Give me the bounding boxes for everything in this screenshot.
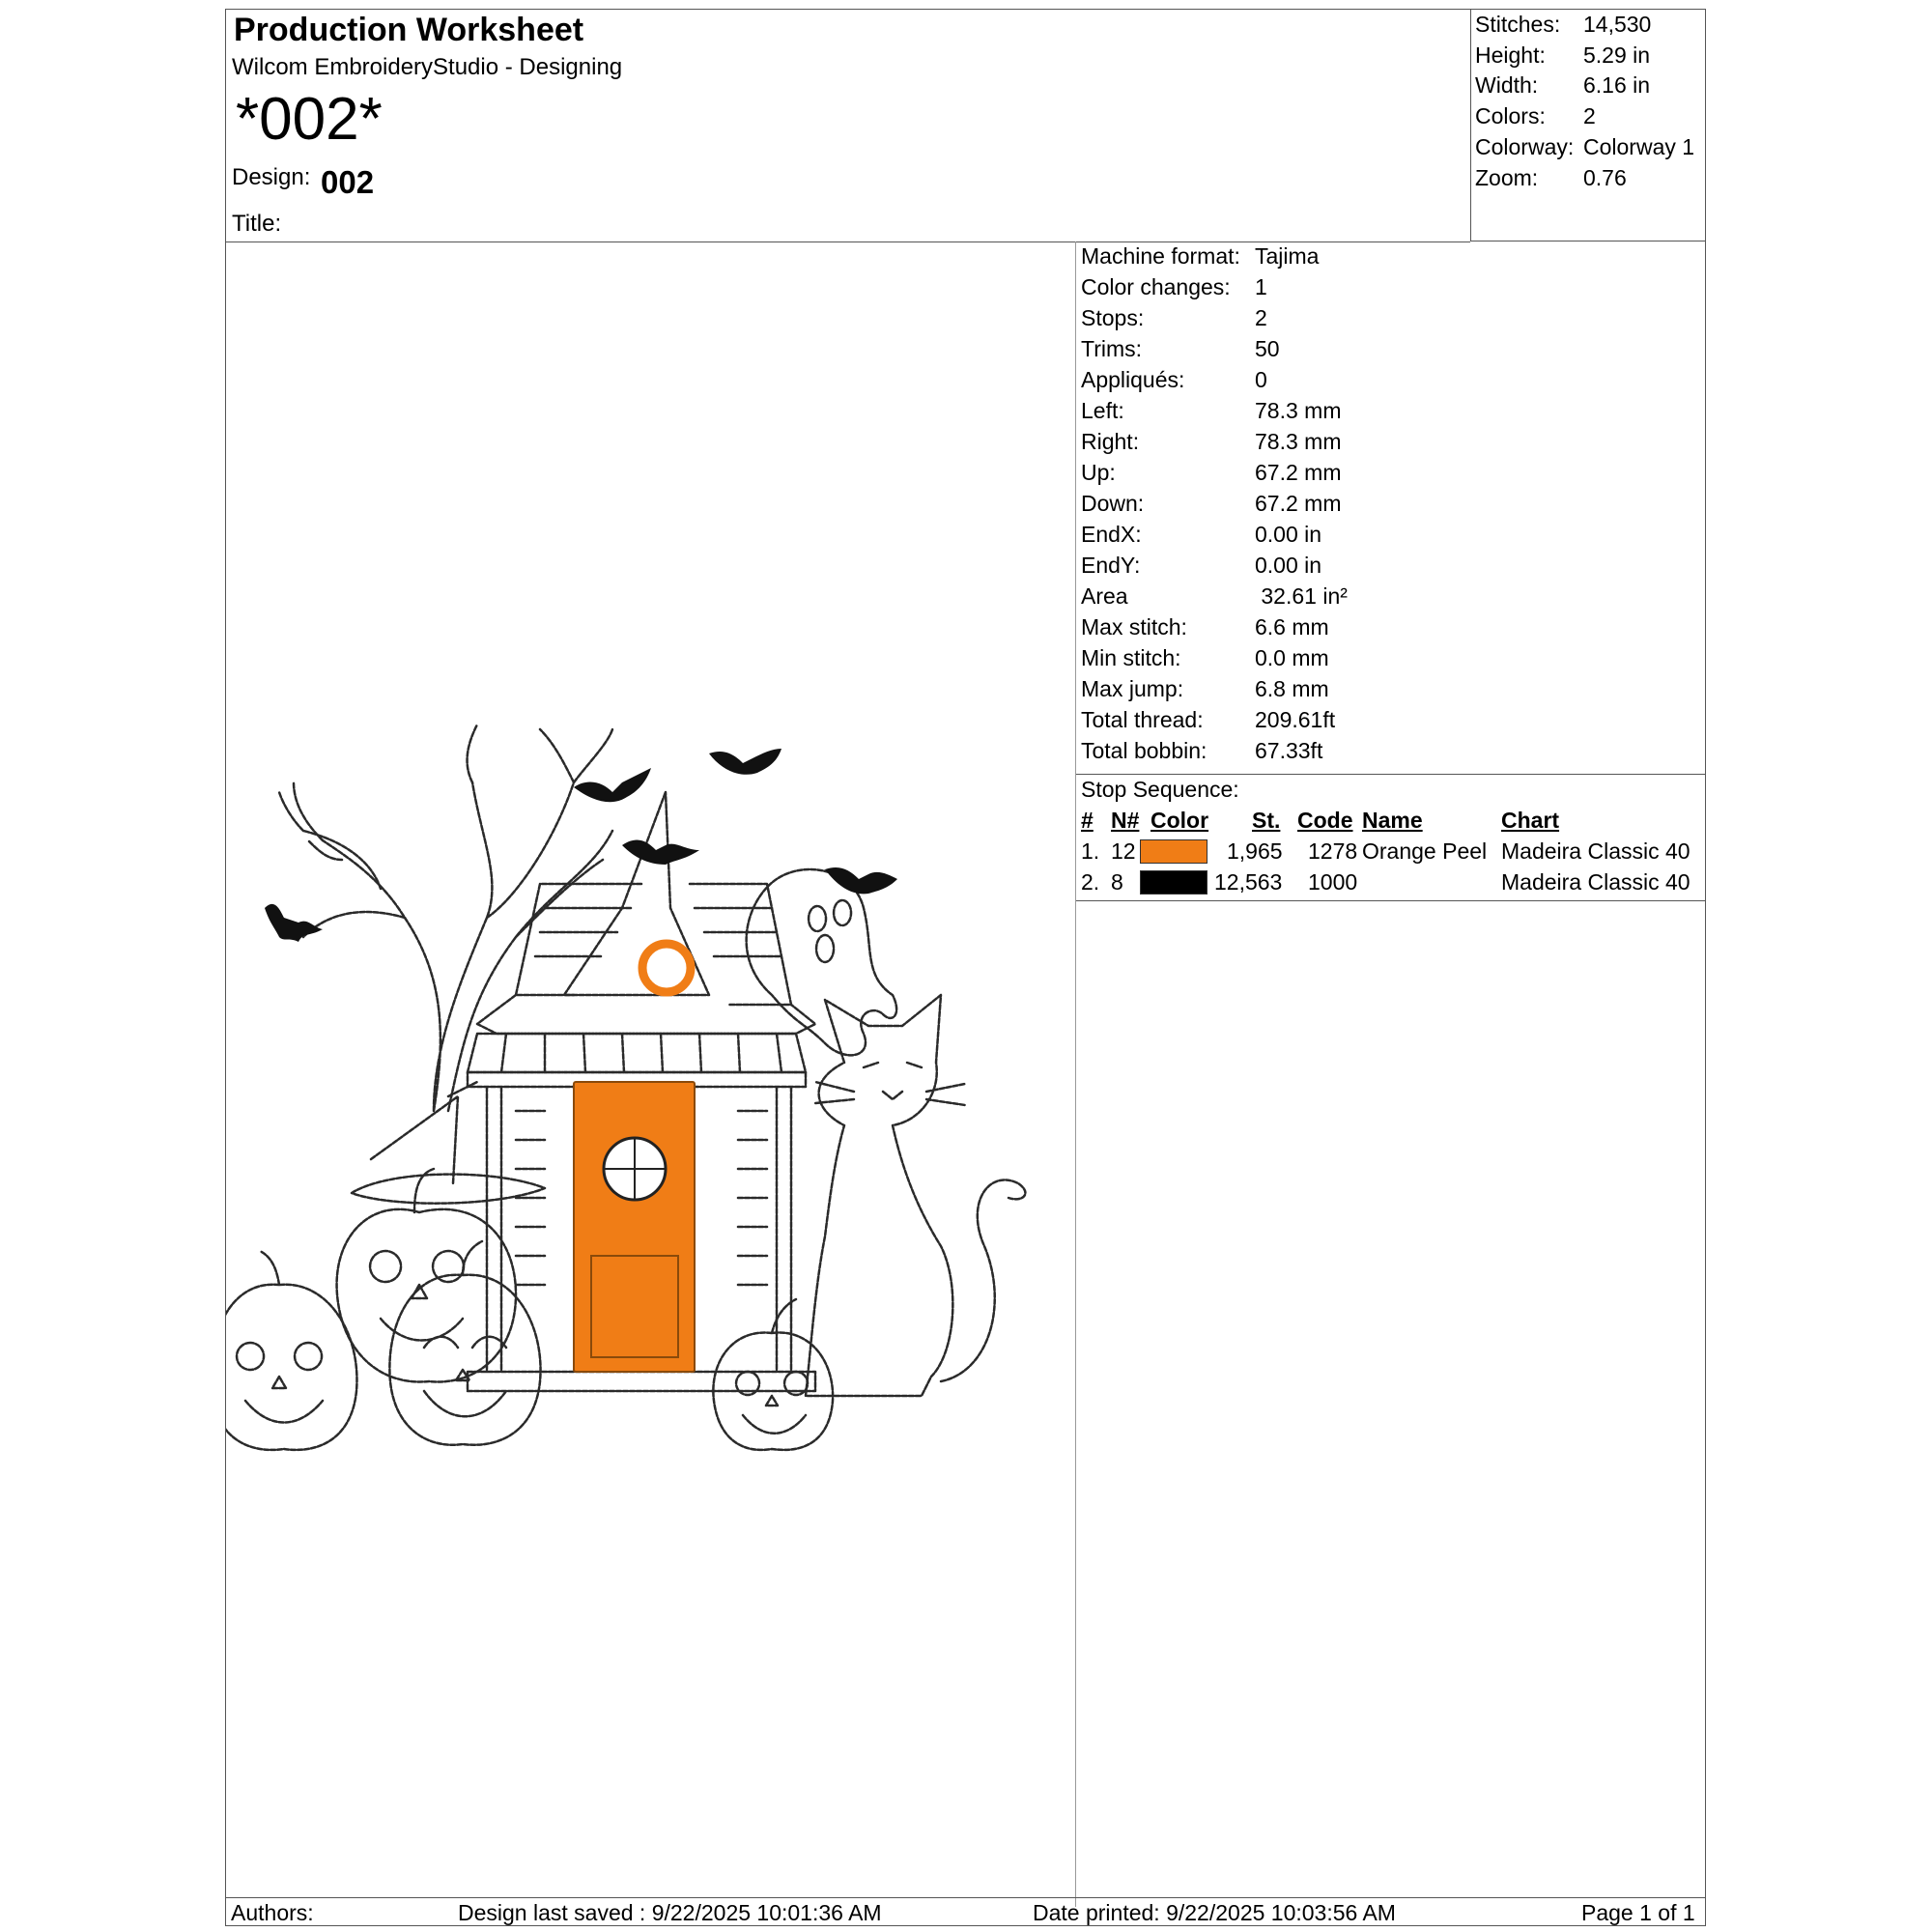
pumpkin <box>389 1241 540 1445</box>
pumpkin-face <box>237 1343 323 1423</box>
pumpkin-face <box>370 1251 464 1341</box>
halloween-embroidery-design <box>226 242 1074 1903</box>
stop-sequence-title: Stop Sequence: <box>1081 777 1239 802</box>
bat <box>574 768 651 802</box>
worksheet-title: Production Worksheet <box>234 12 584 48</box>
house-porch-roof <box>468 1034 806 1072</box>
cat-tail <box>941 1179 1025 1381</box>
tree-branch <box>294 724 477 840</box>
design-statistics: Machine format: Tajima Color changes: 1 Stops: 2 Trims: 50 Appliqués: 0 Left: 78.3 mm Right: 78.3 mm Up: 67.2 mm Down: 67.2 mm EndX: 0.00 in EndY: 0.00 in Area 32.61 in² Max stitch: 6.6 mm Min stitch: 0.0 mm Max jump: 6.8 mm Total thread: 209.61ft Total bobbin: 67.33ft Stop Sequence: # N# Color St. Code Name Chart 1. 12 1,965 1278 Orange Peel Madeira Classic 40 2. 8 12,563 1000 Madeira Classic 40 <box>1076 242 1705 1907</box>
worksheet-footer <box>226 1897 1705 1926</box>
date-printed: Date printed: 9/22/2025 10:03:56 AM <box>1033 1900 1396 1925</box>
design-barcode: *002* <box>236 86 383 153</box>
cat <box>806 995 952 1396</box>
section-divider <box>1076 900 1705 901</box>
bat <box>622 840 699 865</box>
col-header-needle: N# <box>1111 808 1140 833</box>
color-swatch-orange <box>1140 839 1208 864</box>
house-eaves <box>477 995 815 1034</box>
bat <box>709 749 781 775</box>
bat <box>265 904 323 942</box>
worksheet-header <box>226 10 1470 242</box>
title-label: Title: <box>232 211 282 237</box>
tree-branch <box>303 782 603 937</box>
design-summary: Stitches: 14,530 Height: 5.29 in Width: 6.16 in Colors: 2 Colorway: Colorway 1 Zoom: 0.76 <box>1470 10 1705 242</box>
authors-label: Authors: <box>231 1900 314 1925</box>
application-name: Wilcom EmbroideryStudio - Designing <box>232 54 623 80</box>
pumpkin-face <box>736 1372 808 1434</box>
cat-face <box>815 1063 965 1105</box>
house-roof-left <box>516 884 641 995</box>
tree-trunk-inner <box>448 831 612 1111</box>
ghost-eyes <box>809 900 851 962</box>
section-divider <box>1076 774 1705 775</box>
design-label: Design: <box>232 164 311 190</box>
page-number: Page 1 of 1 <box>1581 1900 1695 1925</box>
col-header-name: Name <box>1362 808 1423 833</box>
design-preview-area <box>226 242 1076 1907</box>
attic-window <box>642 944 691 992</box>
tree-trunk <box>323 782 492 1111</box>
design-value: 002 <box>321 164 375 200</box>
col-header-stitches: St. <box>1252 808 1281 833</box>
col-header-color: Color <box>1151 808 1209 833</box>
col-header-code: Code <box>1297 808 1353 833</box>
bat <box>825 867 897 894</box>
tree-branch <box>279 729 612 831</box>
col-header-number: # <box>1081 808 1094 833</box>
design-last-saved: Design last saved : 9/22/2025 10:01:36 AM <box>458 1900 882 1925</box>
col-header-chart: Chart <box>1501 808 1560 833</box>
witch-hat <box>352 1082 545 1204</box>
production-worksheet <box>225 9 1706 1926</box>
color-swatch-black <box>1140 870 1208 895</box>
